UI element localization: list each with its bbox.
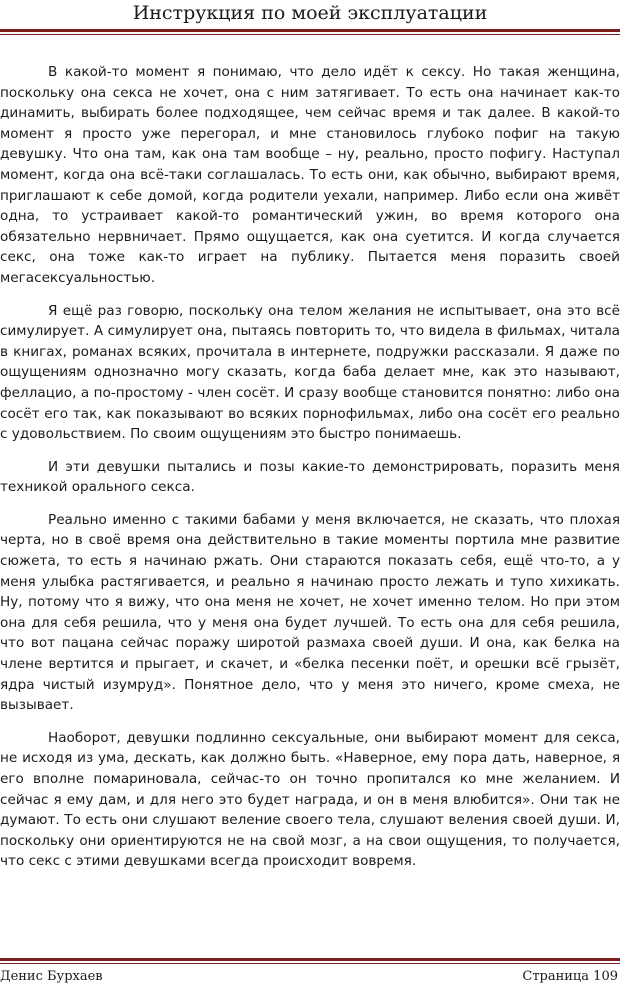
paragraph-2: Я ещё раз говорю, поскольку она телом желания не испытывает, она это всё симулирует. А симулирует она, пытаясь повторить то, что видела в фильмах, читала в книгах, романах всяких, прочитала в интернете, подружки рассказали. Я даже по ощущениям однозначно могу сказать, когда баба делает мне, как это называют, феллацио, а по-простому - член сосёт. И сразу вообще становится понятно: либо она сосёт его так, как показывают во всяких порнофильмах, либо она сосёт его реально с удовольствием. По своим ощущениям это быстро понимаешь.: [0, 302, 620, 443]
header-rule-thick: [0, 29, 620, 32]
page-number: Страница 109: [522, 969, 618, 984]
book-title: Инструкция по моей эксплуатации: [132, 2, 488, 24]
author-name: Денис Бурхаев: [0, 969, 103, 984]
body-text: [0, 62, 620, 884]
header-rule-thin: [0, 34, 620, 35]
paragraph-1: В какой-то момент я понимаю, что дело идёт к сексу. Но такая женщина, поскольку она секса не хочет, она с ним затягивает. То есть она начинает как-то динамить, выбирать более подходящее, чем сейчас время и так далее. В какой-то момент я просто уже перегорал, и мне становилось глубоко пофиг на такую девушку. Что она там, как она там вообще – ну, реально, просто пофигу. Наступал момент, когда она всё-таки соглашалась. То есть они, как обычно, выбирают время, приглашают к себе домой, когда родители уехали, например. Либо если она живёт одна, то устраивает какой-то романтический ужин, во время которого она обязательно нервничает. Прямо ощущается, как она суетится. И когда случается секс, она тоже как-то играет на публику. Пытается меня поразить своей мегасексуальностью.: [0, 64, 620, 286]
footer-rule-thin: [0, 963, 620, 964]
page-footer: [0, 966, 620, 988]
paragraph-3: И эти девушки пытались и позы какие-то демонстрировать, поразить меня техникой орального секса.: [0, 458, 620, 496]
page-header: [0, 0, 620, 30]
paragraph-4: Реально именно с такими бабами у меня включается, не сказать, что плохая черта, но в своё время она действительно в такие моменты портила мне развитие сюжета, то есть я начинаю ржать. Они стараются показать себя, ещё что-то, а у меня улыбка растягивается, и реально я начинаю просто лежать и тупо хихикать. Ну, потому что я вижу, что она меня не хочет, не хочет именно телом. Но при этом она для себя решила, что у меня она будет лучшей. То есть она для себя решила, что вот пацана сейчас поражу широтой размаха своей души. И она, как белка на члене вертится и прыгает, и скачет, и «белка песенки поёт, и орешки всё грызёт, ядра чистый изумруд». Понятное дело, что у меня это ничего, кроме смеха, не вызывает.: [0, 511, 620, 714]
footer-rule-thick: [0, 958, 620, 961]
paragraph-5: Наоборот, девушки подлинно сексуальные, они выбирают момент для секса, не исходя из ума, дескать, как должно быть. «Наверное, ему пора дать, наверное, я его вполне помариновала, сейчас-то он точно пропитался ко мне желанием. И сейчас я ему дам, и для него это будет награда, и он в меня влюбится». Они так не думают. То есть они слушают веление своего тела, слушают веления своей души. И, поскольку они ориентируются не на свой мозг, а на свои ощущения, то получается, что секс с этими девушками всегда происходит вовремя.: [0, 729, 620, 870]
